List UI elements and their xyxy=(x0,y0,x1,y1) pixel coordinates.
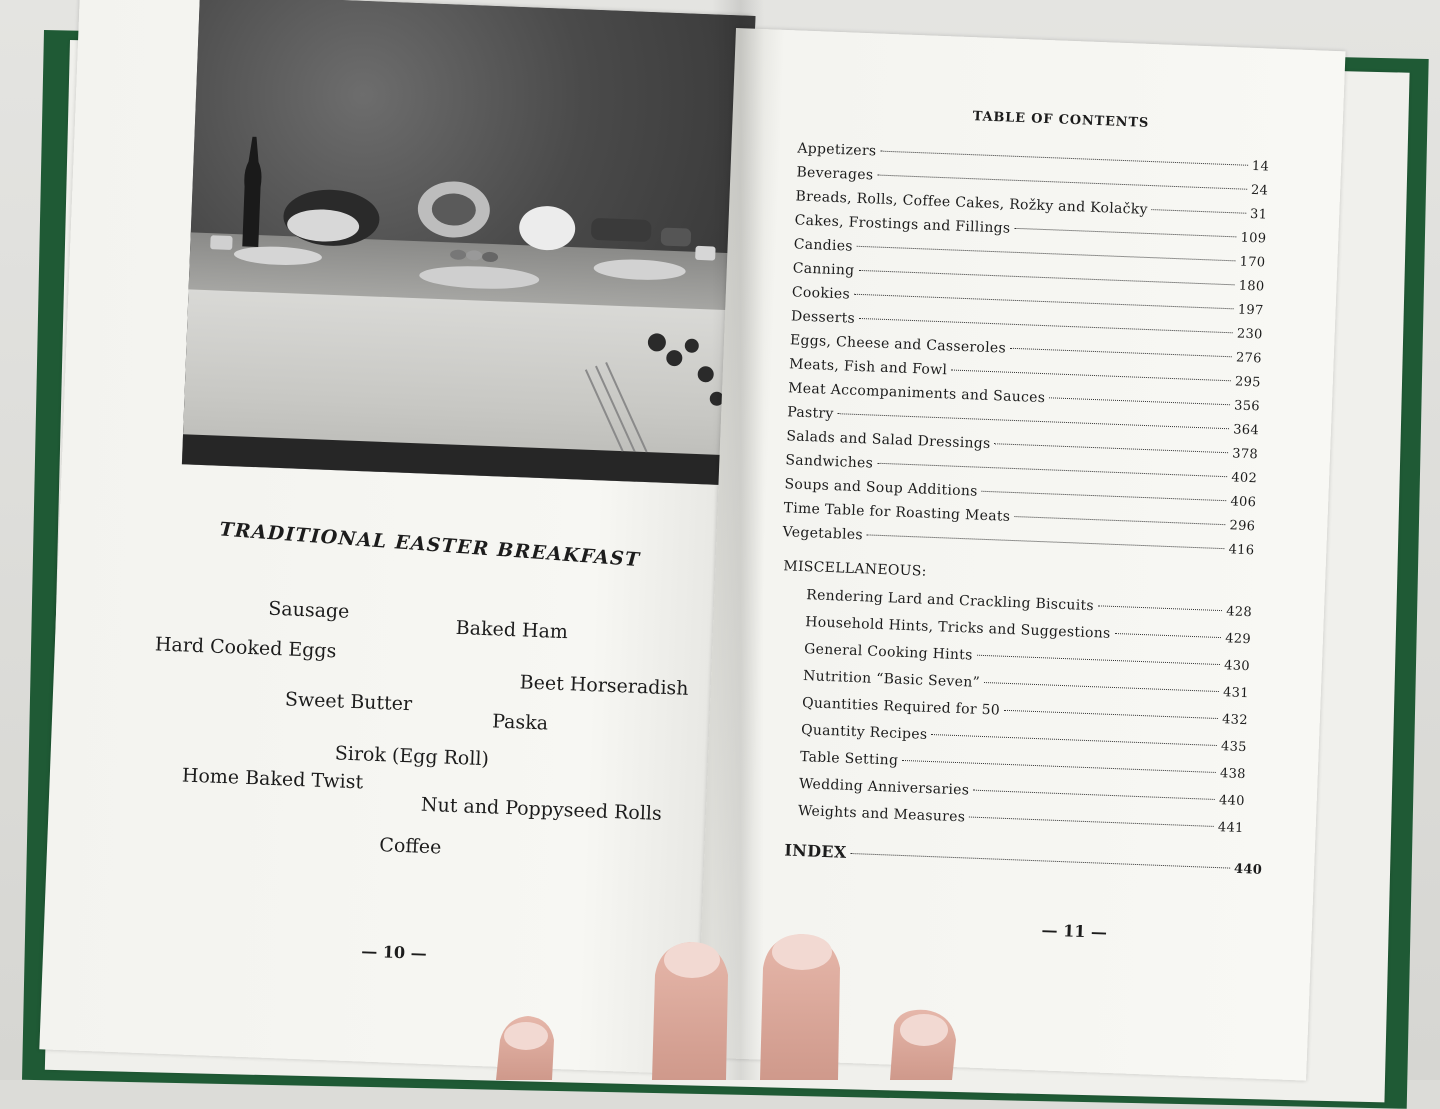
photo-food-items xyxy=(182,0,756,486)
toc-entry: Breads, Rolls, Coffee Cakes, Rožky and Kolačky 31 xyxy=(795,188,1268,223)
toc-entry: Meat Accompaniments and Sauces 356 xyxy=(787,380,1261,415)
toc-entry: Soups and Soup Additions 406 xyxy=(784,476,1257,511)
toc-misc-entry: Quantities Required for 50 432 xyxy=(801,695,1249,729)
menu-item-home-baked-twist: Home Baked Twist xyxy=(181,764,364,794)
toc-title: TABLE OF CONTENTS xyxy=(972,109,1150,131)
toc-entry: Meats, Fish and Fowl 295 xyxy=(788,356,1262,391)
toc-misc-entry: Table Setting 438 xyxy=(799,749,1247,783)
toc-entry: Cookies 197 xyxy=(791,284,1264,319)
menu-title: TRADITIONAL EASTER BREAKFAST xyxy=(218,518,642,572)
easter-breakfast-photo xyxy=(182,0,756,486)
misc-heading: MISCELLANEOUS: xyxy=(783,558,927,580)
toc-misc-entry: Nutrition “Basic Seven” 431 xyxy=(802,668,1250,702)
menu-item-hard-cooked-eggs: Hard Cooked Eggs xyxy=(154,633,337,663)
menu-item-beet-horseradish: Beet Horseradish xyxy=(519,671,689,700)
toc-entry: Beverages 24 xyxy=(796,164,1269,199)
toc-entry: Candies 170 xyxy=(793,236,1266,271)
toc-misc-entry: Wedding Anniversaries 440 xyxy=(798,775,1245,810)
menu-item-coffee: Coffee xyxy=(378,834,442,859)
toc-misc-entry: Household Hints, Tricks and Suggestions 429 xyxy=(804,614,1252,648)
toc-entry: Cakes, Frostings and Fillings 109 xyxy=(794,212,1267,247)
toc-entry: Vegetables 416 xyxy=(782,524,1255,559)
left-page xyxy=(39,0,751,1075)
right-page xyxy=(696,28,1345,1081)
toc-entry: Eggs, Cheese and Casseroles 276 xyxy=(789,332,1262,367)
toc-entry: Sandwiches 402 xyxy=(785,452,1258,487)
menu-item-paska: Paska xyxy=(491,710,549,735)
toc-misc-entry: Rendering Lard and Crackling Biscuits 428 xyxy=(805,587,1253,621)
toc-entry: Time Table for Roasting Meats 296 xyxy=(783,500,1256,535)
left-page-number: — 10 — xyxy=(360,941,428,964)
menu-item-sirok: Sirok (Egg Roll) xyxy=(334,742,490,771)
book-gutter xyxy=(712,0,764,1080)
toc-entry: Appetizers 14 xyxy=(797,140,1270,175)
menu-item-sweet-butter: Sweet Butter xyxy=(284,688,413,716)
toc-entry: Salads and Salad Dressings 378 xyxy=(786,428,1259,463)
toc-misc-entry: Quantity Recipes 435 xyxy=(800,722,1248,756)
menu-item-baked-ham: Baked Ham xyxy=(455,616,569,644)
menu-item-sausage: Sausage xyxy=(267,597,350,623)
toc-misc-entry: Weights and Measures 441 xyxy=(797,802,1244,837)
toc-index-entry: INDEX 440 xyxy=(784,840,1263,878)
toc-misc-entry: General Cooking Hints 430 xyxy=(803,641,1251,675)
toc-entry: Desserts 230 xyxy=(790,308,1263,343)
toc-entry: Canning 180 xyxy=(792,260,1265,295)
toc-entry: Pastry 364 xyxy=(786,404,1260,439)
right-page-number: — 11 — xyxy=(1041,920,1108,942)
menu-item-nut-poppyseed-rolls: Nut and Poppyseed Rolls xyxy=(420,793,663,825)
